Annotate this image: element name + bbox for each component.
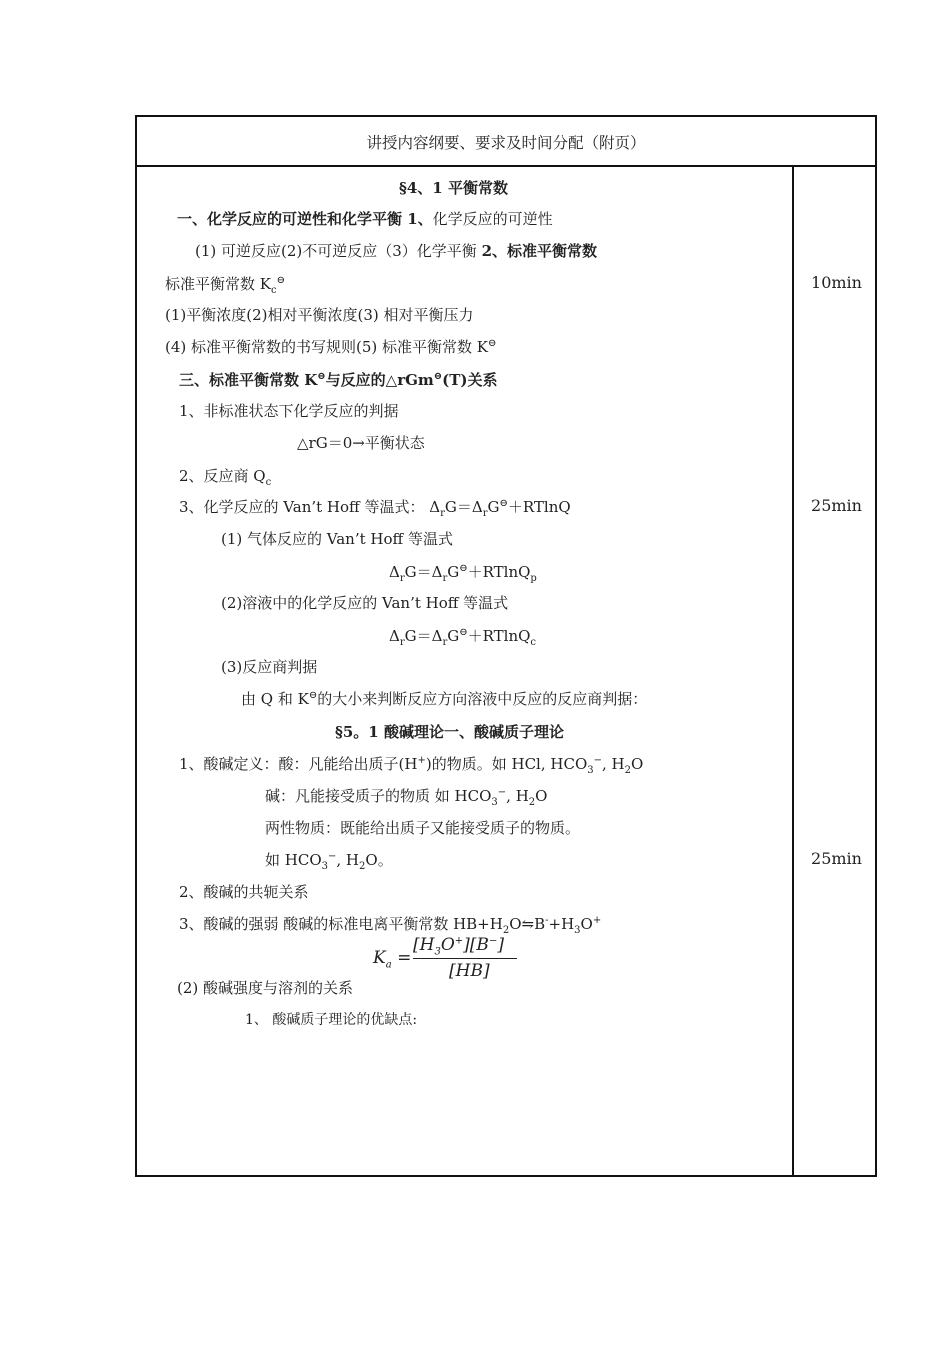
heading-reversibility: 一、化学反应的可逆性和化学平衡 1、化学反应的可逆性: [177, 210, 553, 228]
line-pros-cons: 1、 酸碱质子理论的优缺点:: [245, 1012, 418, 1028]
section-title-5-1: §5。1 酸碱理论一、酸碱质子理论: [335, 723, 564, 741]
line-direction-judgement: 由 Q 和 K⊖的大小来判断反应方向溶液中反应的反应商判据：: [241, 690, 648, 708]
line-vant-hoff: 3、化学反应的 Van’t Hoff 等温式： $\Delta_rG=\Delta_rG^⊖+RTlnQ$: [179, 498, 571, 519]
line-writing-rules: (4) 标准平衡常数的书写规则(5) 标准平衡常数 K⊖: [165, 338, 497, 356]
outline-table: [135, 115, 877, 1177]
time-allocation-2: 25min: [811, 496, 862, 515]
table-header: 讲授内容纲要、要求及时间分配（附页）: [137, 117, 875, 167]
line-gas-vant-hoff: (1) 气体反应的 Van’t Hoff 等温式: [221, 530, 453, 548]
line-solvent-relation: (2) 酸碱强度与溶剂的关系: [177, 979, 354, 997]
line-amphoteric-example: 如 $HCO_3^-$, $H_2O$。: [265, 851, 393, 872]
line-amphoteric: 两性物质：既能给出质子又能接受质子的物质。: [265, 819, 581, 837]
line-nonstandard-criterion: 1、非标准状态下化学反应的判据: [179, 402, 399, 420]
line-acid-definition: 1、酸碱定义：酸：凡能给出质子(H+)的物质。如 HCl, $HCO_3^-$, $H_2O$: [179, 755, 644, 776]
line-reversible-types: (1) 可逆反应(2)不可逆反应（3）化学平衡 2、标准平衡常数: [195, 242, 598, 260]
line-base-definition: 碱：凡能接受质子的物质 如 $HCO_3^-$, $H_2O$: [265, 787, 548, 808]
time-allocation-3: 25min: [811, 849, 862, 868]
line-solution-vant-hoff: (2)溶液中的化学反应的 Van’t Hoff 等温式: [221, 594, 509, 612]
line-acid-strength: 3、酸碱的强弱 酸碱的标准电离平衡常数 $HB+H_2O⇋B^-+H_3O^+$: [179, 915, 602, 936]
ka-formula: $K_a$ = $[H_3O^+][B^-]$ [HB]: [373, 935, 533, 983]
column-divider: [792, 165, 794, 1175]
heading-k-and-drgm: 三、标准平衡常数 K⊖与反应的△rGm⊖(T)关系: [179, 371, 498, 389]
section-title-4-1: §4、1 平衡常数: [399, 179, 508, 197]
equation-solution: $\Delta_rG=\Delta_rG^⊖+RTlnQ_c$: [389, 627, 537, 648]
line-quotient-criterion: (3)反应商判据: [221, 658, 318, 676]
line-concentrations: (1)平衡浓度(2)相对平衡浓度(3) 相对平衡压力: [165, 306, 474, 324]
time-allocation-1: 10min: [811, 273, 862, 292]
line-equilibrium-state: △rG＝0→平衡状态: [297, 434, 425, 452]
line-standard-constant-kc: 标准平衡常数 $K_c^⊖$: [165, 275, 285, 296]
line-conjugate: 2、酸碱的共轭关系: [179, 883, 309, 901]
line-reaction-quotient: 2、反应商 $Q_c$: [179, 467, 272, 488]
equation-gas: $\Delta_rG=\Delta_rG^⊖+RTlnQ_p$: [389, 563, 537, 584]
